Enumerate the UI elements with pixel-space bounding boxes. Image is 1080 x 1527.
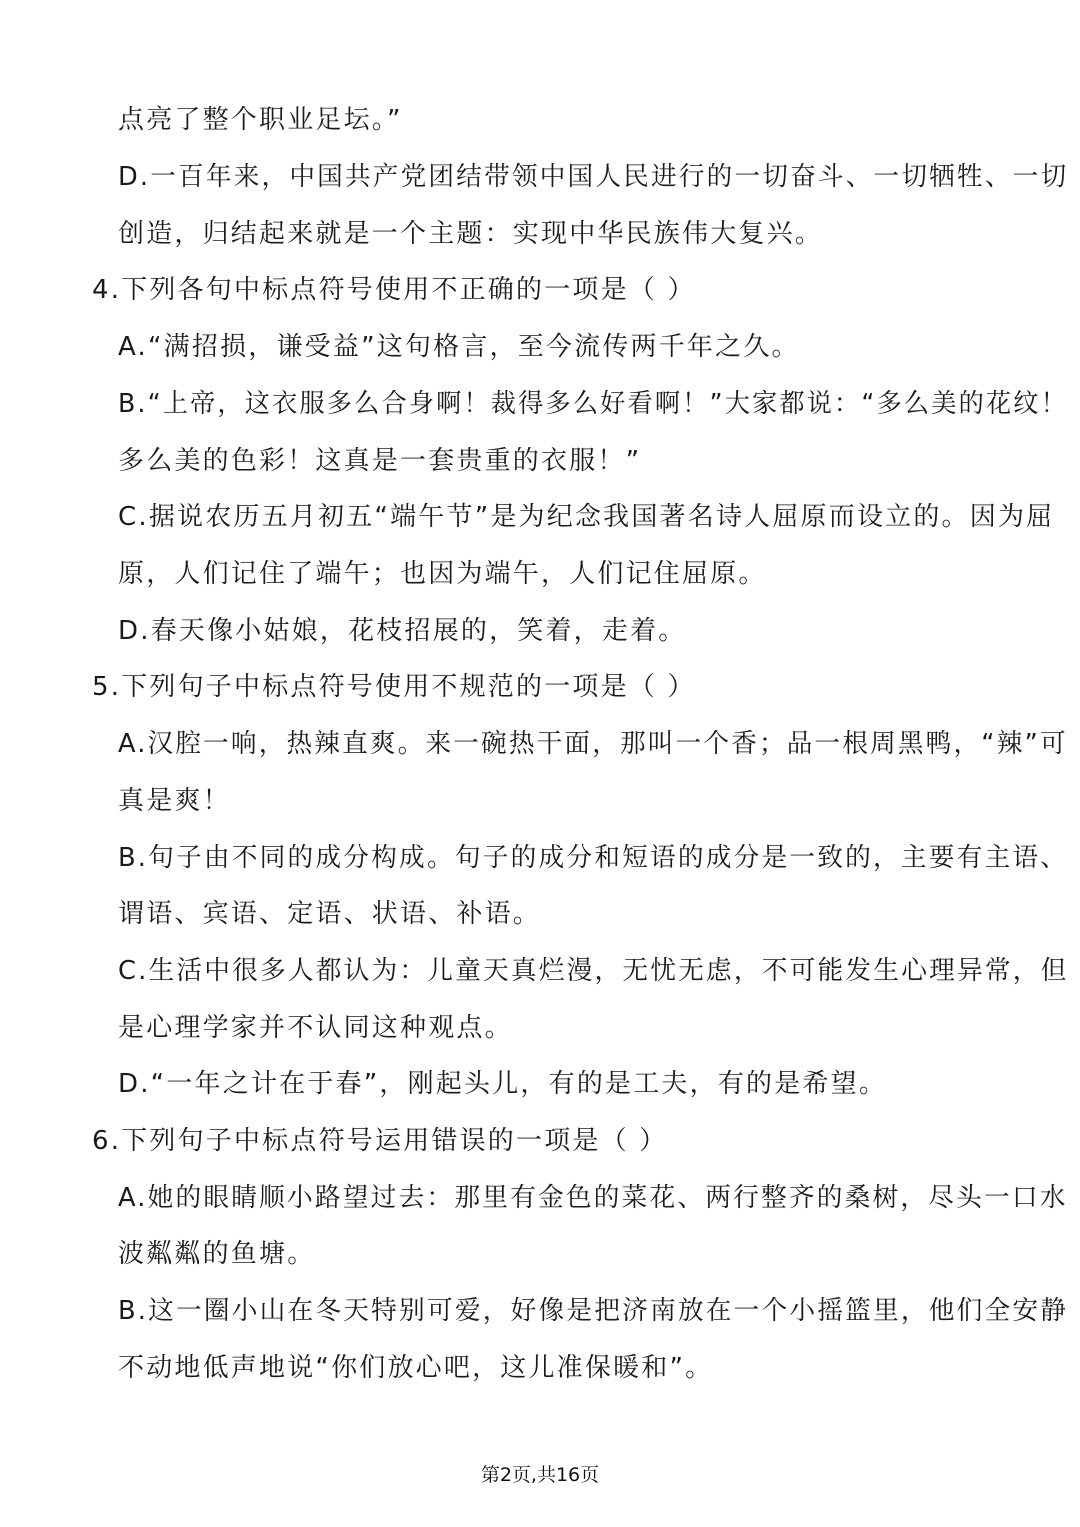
option-5a-line-2: 真是爽！ bbox=[118, 786, 231, 816]
question-4: 4.下列各句中标点符号使用不正确的一项是（ ） bbox=[92, 275, 696, 305]
option-5c-line-1: C.生活中很多人都认为：儿童天真烂漫，无忧无虑，不可能发生心理异常，但 bbox=[118, 956, 1069, 986]
option-5b-line-1: B.句子由不同的成分构成。句子的成分和短语的成分是一致的，主要有主语、 bbox=[118, 843, 1069, 873]
option-4a: A.“满招损，谦受益”这句格言，至今流传两千年之久。 bbox=[118, 332, 800, 362]
option-4d: D.春天像小姑娘，花枝招展的，笑着，走着。 bbox=[118, 616, 687, 646]
option-4b-line-1: B.“上帝，这衣服多么合身啊！裁得多么好看啊！”大家都说：“多么美的花纹！ bbox=[118, 389, 1068, 419]
question-6: 6.下列句子中标点符号运用错误的一项是（ ） bbox=[92, 1126, 668, 1156]
option-5c-line-2: 是心理学家并不认同这种观点。 bbox=[118, 1013, 513, 1043]
option-3d-line-1: D.一百年来，中国共产党团结带领中国人民进行的一切奋斗、一切牺牲、一切 bbox=[118, 162, 1069, 192]
option-6b-line-1: B.这一圈小山在冬天特别可爱，好像是把济南放在一个小摇篮里，他们全安静 bbox=[118, 1296, 1069, 1326]
option-5a-line-1: A.汉腔一响，热辣直爽。来一碗热干面，那叫一个香；品一根周黑鸭，“辣”可 bbox=[118, 729, 1068, 759]
option-4c-line-1: C.据说农历五月初五“端午节”是为纪念我国著名诗人屈原而设立的。因为屈 bbox=[118, 502, 1055, 532]
option-6a-line-1: A.她的眼睛顺小路望过去：那里有金色的菜花、两行整齐的桑树，尽头一口水 bbox=[118, 1183, 1068, 1213]
option-5b-line-2: 谓语、宾语、定语、状语、补语。 bbox=[118, 899, 542, 929]
option-3d-line-2: 创造，归结起来就是一个主题：实现中华民族伟大复兴。 bbox=[118, 219, 824, 249]
option-6b-line-2: 不动地低声地说“你们放心吧，这儿准保暖和”。 bbox=[118, 1353, 714, 1383]
text-line-continuation: 点亮了整个职业足坛。” bbox=[118, 105, 403, 135]
option-5d: D.“一年之计在于春”，刚起头儿，有的是工夫，有的是希望。 bbox=[118, 1069, 888, 1099]
page-number-footer: 第2页,共16页 bbox=[480, 1464, 600, 1486]
option-6a-line-2: 波粼粼的鱼塘。 bbox=[118, 1239, 316, 1269]
question-5: 5.下列句子中标点符号使用不规范的一项是（ ） bbox=[92, 672, 696, 702]
option-4b-line-2: 多么美的色彩！这真是一套贵重的衣服！” bbox=[118, 446, 642, 476]
option-4c-line-2: 原，人们记住了端午；也因为端午，人们记住屈原。 bbox=[118, 559, 767, 589]
